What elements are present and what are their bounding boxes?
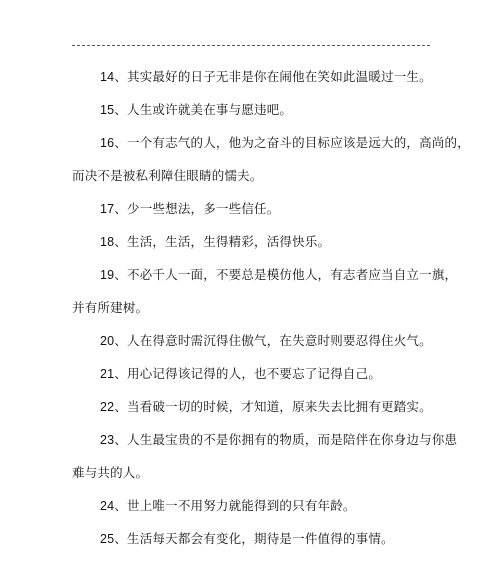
- list-item-23-continuation: [72, 465, 148, 481]
- list-item-19: [100, 267, 457, 283]
- list-item-16-continuation: [72, 168, 263, 184]
- item-number: 21: [100, 367, 115, 381]
- item-text: 、人生或许就美在事与愿违吧。: [114, 102, 293, 117]
- list-item-21: [100, 366, 381, 382]
- list-item-22: [100, 399, 432, 415]
- item-number: 25: [100, 532, 115, 546]
- list-item-18: [100, 234, 330, 250]
- list-item-14: [100, 69, 432, 85]
- item-text: 、生活，生活，生得精彩，活得快乐。: [114, 234, 331, 249]
- item-text: 、当看破一切的时候，才知道，原来失去比拥有更踏实。: [114, 399, 432, 414]
- item-text: 、其实最好的日子无非是你在闹他在笑如此温暖过一生。: [114, 69, 432, 84]
- item-number: 15: [100, 103, 115, 117]
- item-text: 、生活每天都会有变化，期待是一件值得的事情。: [114, 531, 394, 546]
- item-number: 22: [100, 400, 115, 414]
- list-item-19-continuation: [72, 300, 148, 316]
- list-item-23: [100, 432, 457, 448]
- list-item-24: [100, 498, 356, 514]
- item-number: 17: [100, 202, 115, 216]
- item-number: 24: [100, 499, 115, 513]
- item-text-continued: 而决不是被私利障住眼睛的懦夫。: [72, 168, 263, 183]
- item-text: 、一个有志气的人，他为之奋斗的目标应该是远大的，高尚的，: [114, 135, 470, 150]
- item-text: 、用心记得该记得的人，也不要忘了记得自己。: [114, 366, 382, 381]
- item-number: 18: [100, 235, 115, 249]
- header-dashed-rule: [72, 45, 430, 46]
- item-text: 、世上唯一不用努力就能得到的只有年龄。: [114, 498, 356, 513]
- list-item-20: [100, 333, 432, 349]
- item-text-continued: 难与共的人。: [72, 465, 149, 480]
- item-number: 16: [100, 136, 115, 150]
- item-text: 、人在得意时需沉得住傲气，在失意时则要忍得住火气。: [114, 333, 432, 348]
- item-number: 14: [100, 70, 115, 84]
- item-text: 、人生最宝贵的不是你拥有的物质，而是陪伴在你身边与你患: [114, 432, 458, 447]
- list-item-17: [100, 201, 279, 217]
- item-text: 、不必千人一面，不要总是模仿他人，有志者应当自立一旗，: [114, 267, 458, 282]
- item-number: 19: [100, 268, 115, 282]
- item-number: 20: [100, 334, 115, 348]
- item-text: 、少一些想法，多一些信任。: [114, 201, 280, 216]
- item-text-continued: 并有所建树。: [72, 300, 149, 315]
- list-item-25: [100, 531, 394, 547]
- item-number: 23: [100, 433, 115, 447]
- list-item-16: [100, 135, 470, 151]
- list-item-15: [100, 102, 292, 118]
